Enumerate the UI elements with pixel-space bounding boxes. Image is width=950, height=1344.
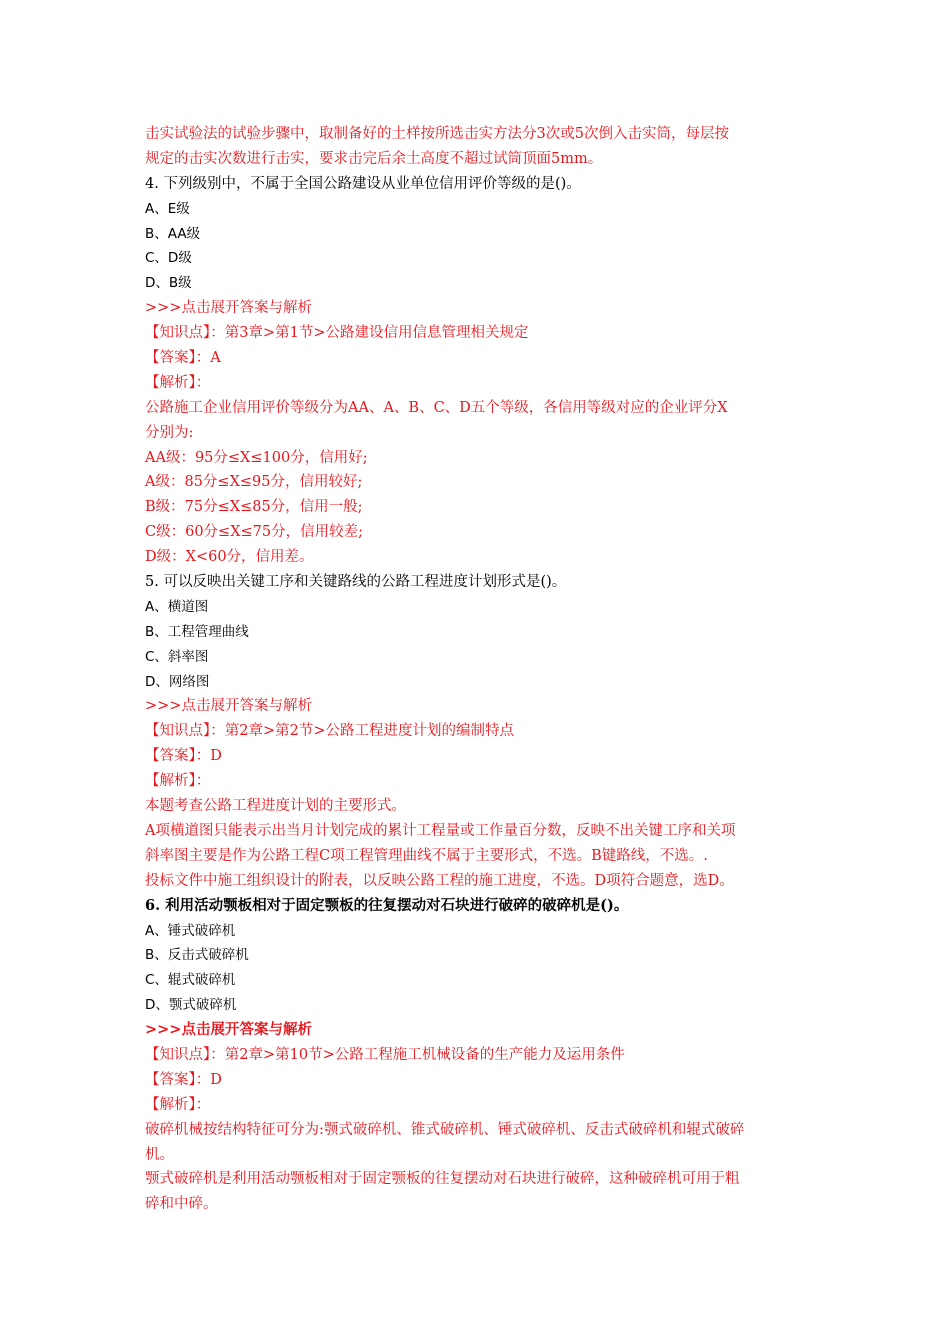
question-6-text: 6. 利用活动颚板相对于固定颚板的往复摆动对石块进行破碎的破碎机是()。 xyxy=(145,896,629,914)
question-6-analysis-line: 颚式破碎机是利用活动颚板相对于固定颚板的往复摆动对石块进行破碎，这种破碎机可用于粗 xyxy=(145,1171,740,1188)
question-5-analysis-line: A项横道图只能表示出当月计划完成的累计工程量或工作量百分数，反映不出关键工序和关项 xyxy=(145,822,736,839)
question-4-answer: 【答案】：A xyxy=(145,350,221,367)
question-5-analysis-line: 投标文件中施工组织设计的附表，以反映公路工程的施工进度，不选。D项符合题意，选D。 xyxy=(145,872,734,889)
question-6-analysis-line: 机。 xyxy=(145,1146,174,1163)
question-6-option-a: A、锤式破碎机 xyxy=(145,922,236,939)
question-6-answer: 【答案】：D xyxy=(145,1071,222,1088)
question-4-option-a: A、E级 xyxy=(145,200,190,217)
question-5-knowledge-point: 【知识点】：第2章>第2节>公路工程进度计划的编制特点 xyxy=(145,723,514,740)
question-4-analysis-label: 【解析】： xyxy=(145,374,211,391)
question-6-analysis-label: 【解析】： xyxy=(145,1096,211,1113)
question-5-option-d: D、网络图 xyxy=(145,673,210,690)
question-6-option-b: B、反击式破碎机 xyxy=(145,947,249,964)
question-5-analysis-line: 本题考查公路工程进度计划的主要形式。 xyxy=(145,798,406,815)
question-6-analysis-line: 碎和中碎。 xyxy=(145,1196,218,1213)
question-4-analysis-line: A级：85分≤X≤95分，信用较好; xyxy=(145,474,363,491)
question-5-option-c: C、斜率图 xyxy=(145,648,209,665)
question-6-expand-link[interactable]: >>>点击展开答案与解析 xyxy=(145,1021,312,1039)
question-5-analysis-label: 【解析】： xyxy=(145,773,211,790)
question-4-analysis-line: AA级：95分≤X≤100分，信用好; xyxy=(145,449,368,466)
intro-line: 规定的击实次数进行击实，要求击完后余土高度不超过试筒顶面5mm。 xyxy=(145,150,603,167)
question-4-analysis-line: 分别为: xyxy=(145,424,194,441)
question-5-answer: 【答案】：D xyxy=(145,748,222,765)
question-4-analysis-line: C级：60分≤X≤75分，信用较差; xyxy=(145,524,364,541)
intro-line: 击实试验法的试验步骤中，取制备好的土样按所选击实方法分3次或5次倒入击实筒，每层按 xyxy=(145,126,729,142)
question-4-option-b: B、AA级 xyxy=(145,225,201,242)
question-4-analysis-line: B级：75分≤X≤85分，信用一般; xyxy=(145,499,363,516)
question-4-expand-link[interactable]: >>>点击展开答案与解析 xyxy=(145,300,312,317)
question-5-option-a: A、横道图 xyxy=(145,598,209,615)
question-4-knowledge-point: 【知识点】：第3章>第1节>公路建设信用信息管理相关规定 xyxy=(145,325,529,342)
question-4-analysis-line: D级：X<60分，信用差。 xyxy=(145,549,314,566)
question-4-option-d: D、B级 xyxy=(145,275,192,292)
question-4-option-c: C、D级 xyxy=(145,250,192,267)
question-4-analysis-line: 公路施工企业信用评价等级分为AA、A、B、C、D五个等级，各信用等级对应的企业评分X xyxy=(145,399,728,416)
question-5-option-b: B、工程管理曲线 xyxy=(145,623,249,640)
document-page xyxy=(145,122,805,1217)
question-6-option-c: C、辊式破碎机 xyxy=(145,972,236,989)
question-6-analysis-line: 破碎机械按结构特征可分为:颚式破碎机、锥式破碎机、锤式破碎机、反击式破碎机和辊式破碎 xyxy=(145,1121,745,1138)
question-5-text: 5. 可以反映出关键工序和关键路线的公路工程进度计划形式是()。 xyxy=(145,574,567,591)
question-5-analysis-line: 斜率图主要是作为公路工程C项工程管理曲线不属于主要形式，不选。B键路线，不选。. xyxy=(145,847,708,864)
question-4-text: 4. 下列级别中，不属于全国公路建设从业单位信用评价等级的是()。 xyxy=(145,175,581,192)
question-6-knowledge-point: 【知识点】：第2章>第10节>公路工程施工机械设备的生产能力及运用条件 xyxy=(145,1046,625,1063)
question-5-expand-link[interactable]: >>>点击展开答案与解析 xyxy=(145,698,312,715)
question-6-option-d: D、颚式破碎机 xyxy=(145,997,237,1014)
